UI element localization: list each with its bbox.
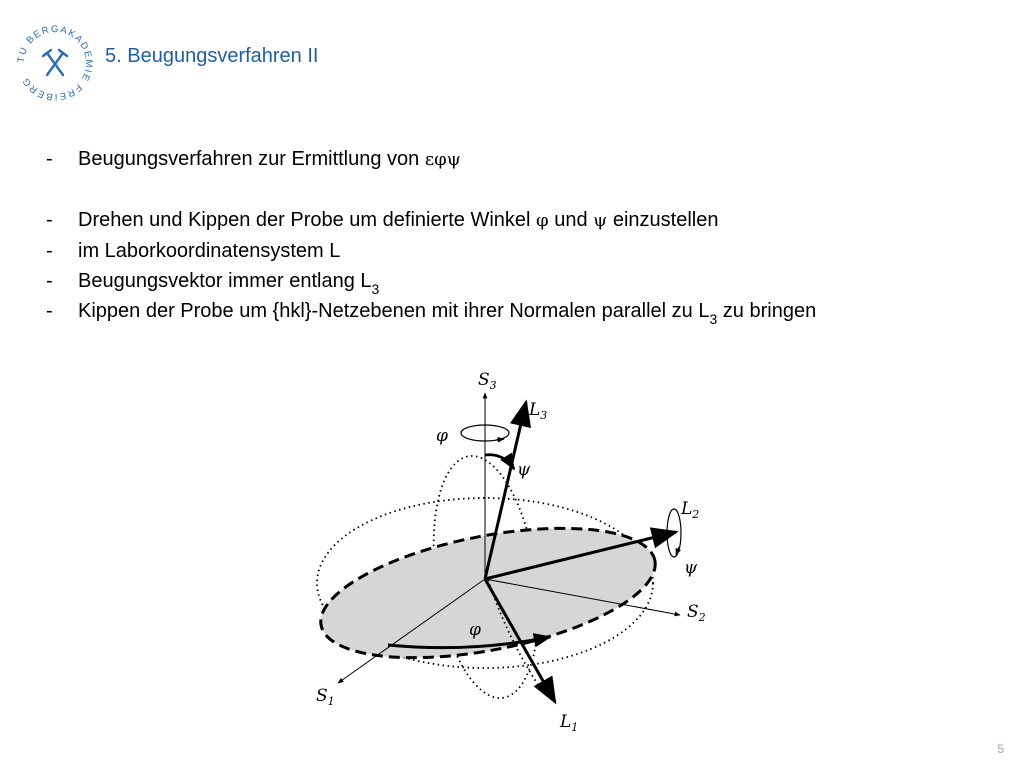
label-s3: $S_3$: [478, 370, 497, 392]
list-item: [46, 144, 1006, 175]
coordinate-system-diagram: [310, 365, 710, 737]
list-item: [46, 236, 1006, 266]
list-item: [46, 296, 1006, 326]
label-s1: $S_1$: [316, 686, 335, 708]
label-psi-right: ψ: [684, 558, 698, 578]
bullet-text: Beugungsverfahren zur Ermittlung von εφψ: [78, 148, 461, 170]
page-number: 5: [997, 742, 1004, 756]
bullet-dash: -: [46, 270, 53, 292]
logo-text: TU BERGAKADEMIE FREIBERG: [15, 23, 95, 103]
label-l1: $L_1$: [560, 712, 579, 734]
sample-disk: [310, 505, 666, 682]
bullet-dash: -: [46, 240, 53, 262]
label-l2: $L_2$: [681, 499, 700, 521]
slide-title: 5. Beugungsverfahren II: [105, 45, 319, 67]
hammer-and-pick-icon: [43, 50, 67, 75]
bullet-dash: -: [46, 209, 53, 231]
list-item: [46, 205, 1006, 236]
bullet-dash: -: [46, 148, 53, 170]
phi-rotation-arrow: [496, 439, 504, 440]
subscript: 3: [371, 281, 380, 297]
subscript: 3: [709, 311, 718, 327]
phi-symbol: φ: [536, 210, 549, 231]
list-item: [46, 266, 1006, 296]
bullet-list: [46, 144, 1006, 326]
label-s2: $S_2$: [687, 602, 706, 624]
bullet-dash: -: [46, 300, 53, 322]
bullet-text: Beugungsvektor immer entlang $L_3$: [78, 270, 380, 297]
label-phi-top: φ: [436, 426, 448, 446]
psi-symbol: ψ: [593, 210, 608, 231]
bullet-text: im Laborkoordinatensystem L: [78, 240, 341, 262]
bullet-text: Kippen der Probe um {hkl}-Netzebenen mit ihrer Normalen parallel zu $L_3$ zu bringen: [78, 300, 817, 327]
university-logo: [14, 22, 96, 104]
label-phi-bottom: φ: [469, 620, 481, 640]
label-psi-top: ψ: [517, 460, 531, 480]
epsilon-phi-psi-symbol: εφψ: [424, 149, 461, 170]
label-l3: $L_3$: [529, 400, 548, 422]
bullet-text: Drehen und Kippen der Probe um definierte Winkel φ und ψ einzustellen: [78, 209, 719, 231]
